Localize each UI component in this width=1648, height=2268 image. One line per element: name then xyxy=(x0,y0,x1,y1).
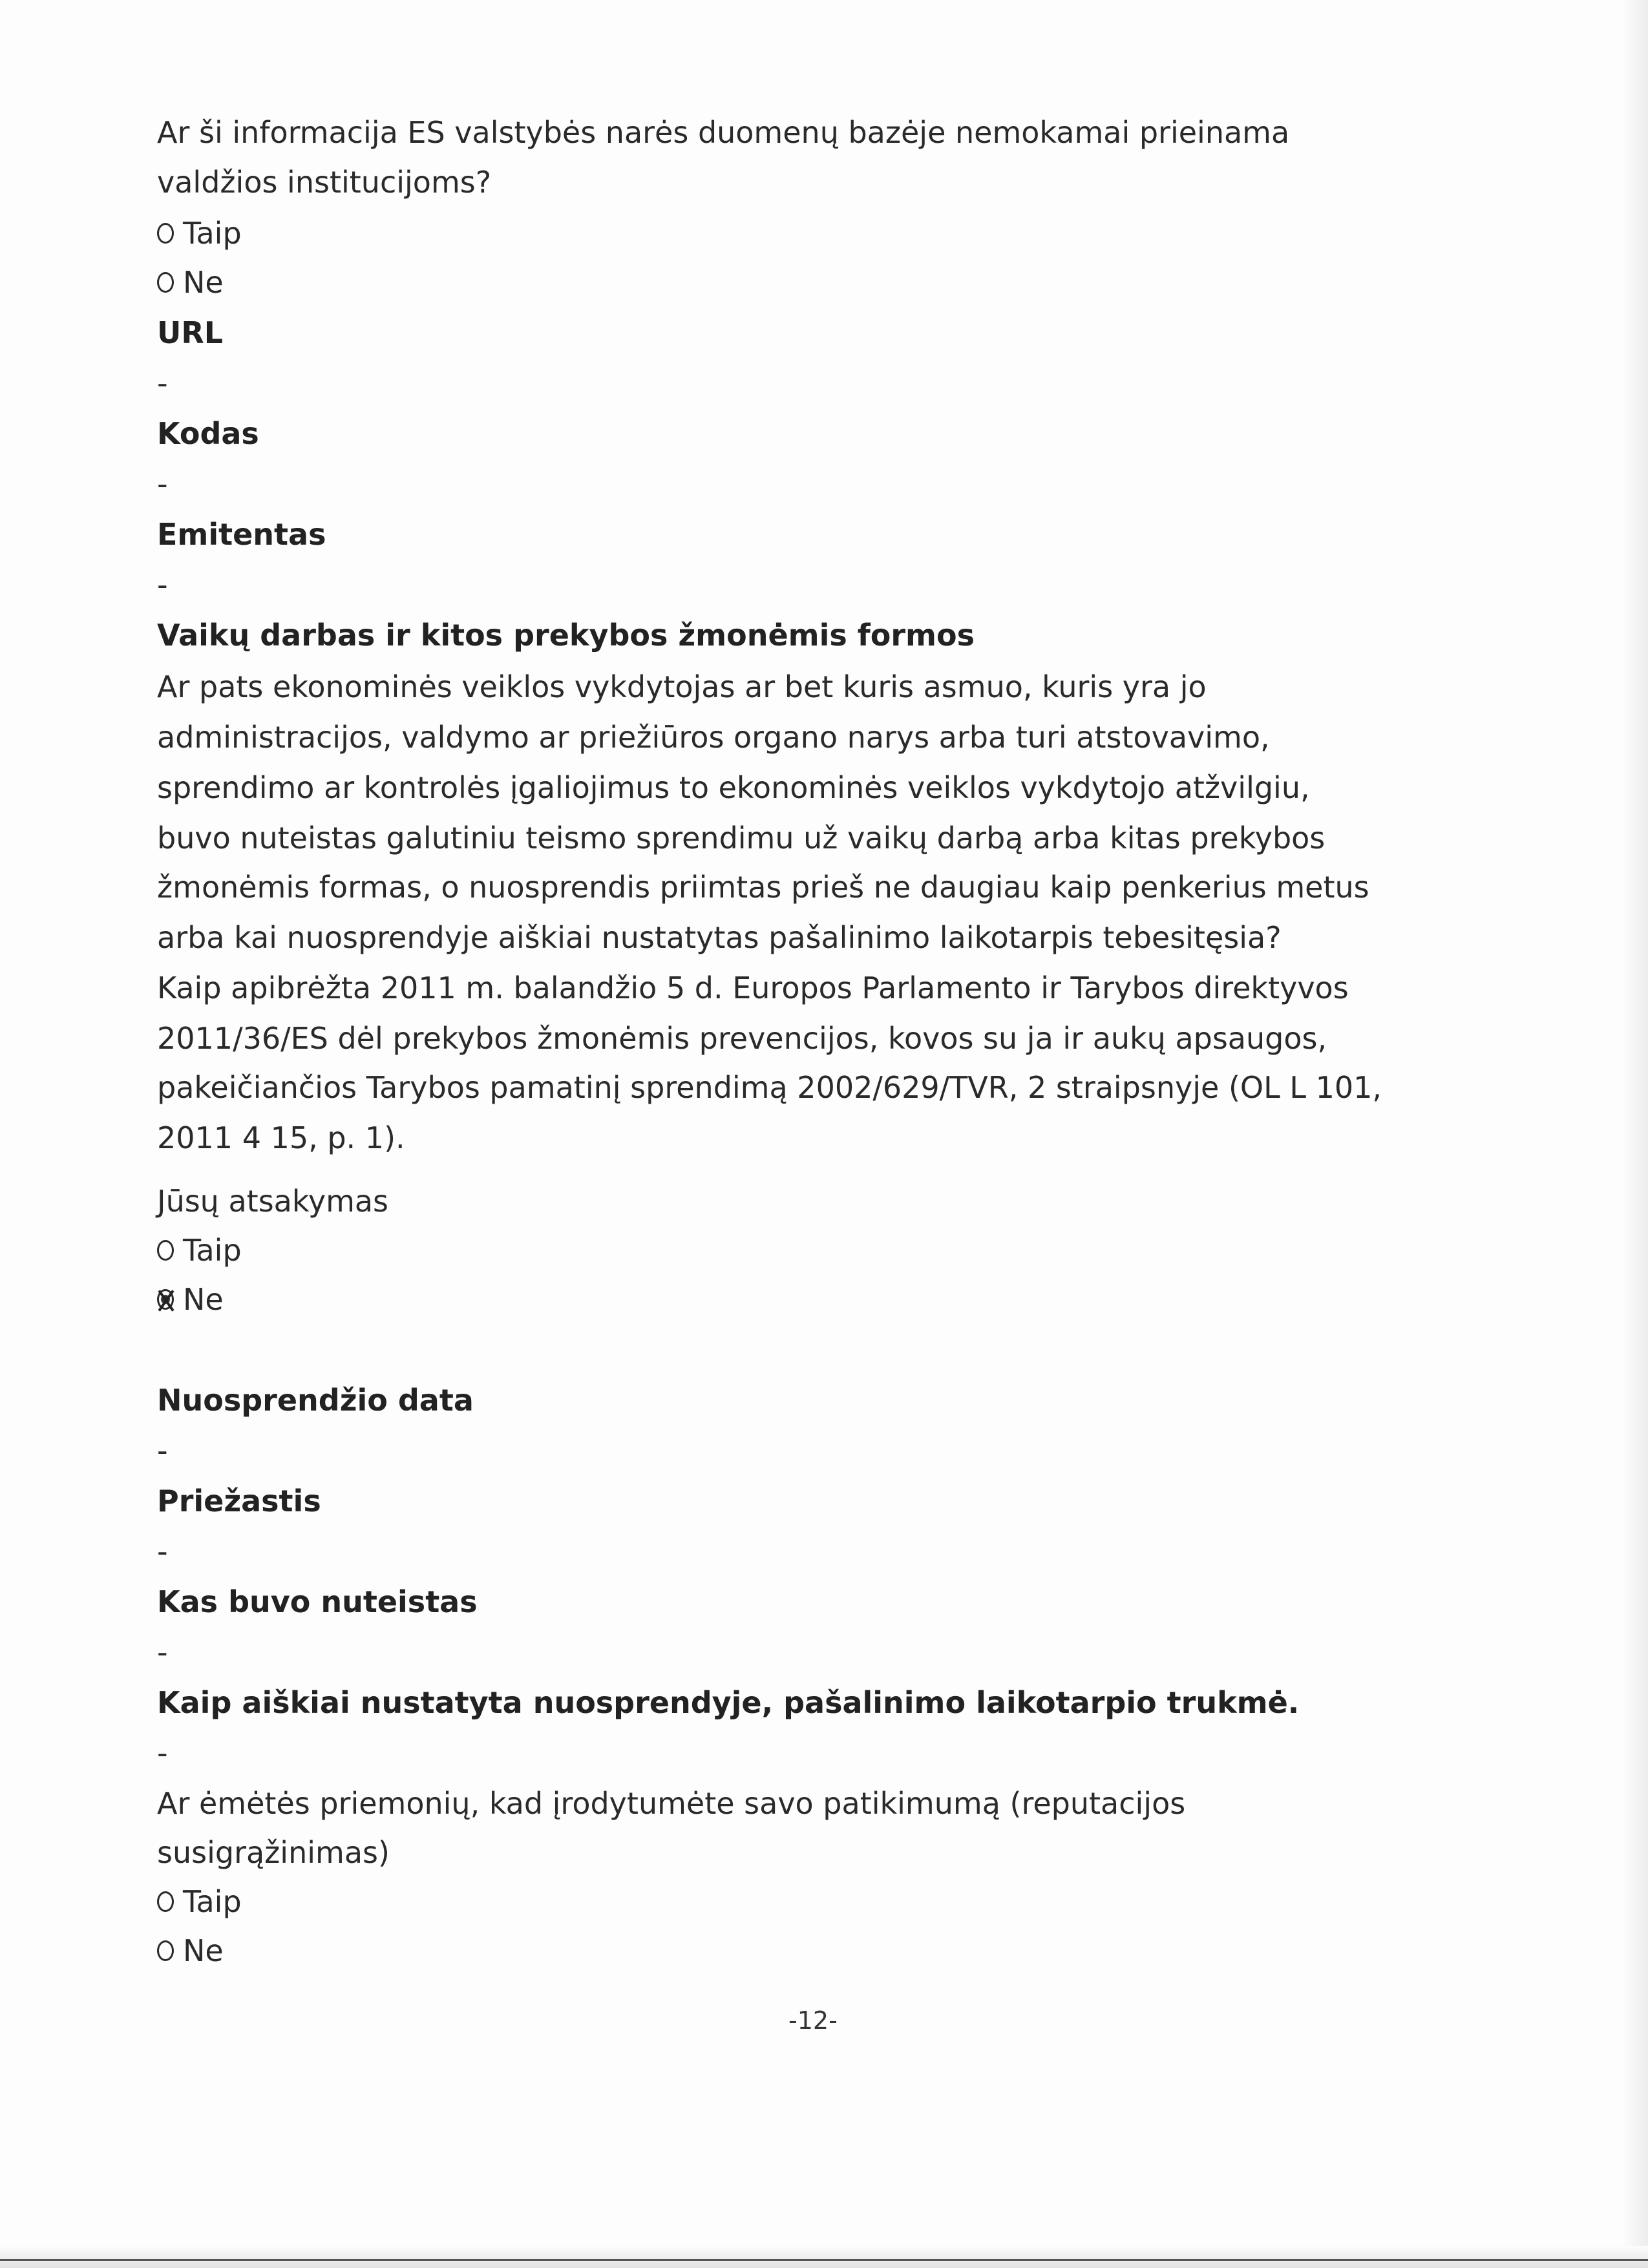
issuer-label: Emitentas xyxy=(157,517,326,552)
section-text-line: pakeičiančios Tarybos pamatinį sprendimą 2002/629/TVR, 2 straipsnyje (OL L 101, xyxy=(157,1070,1382,1105)
intro-question-line-2: valdžios institucijoms? xyxy=(157,165,492,200)
answer-option-yes[interactable] xyxy=(157,1233,242,1268)
self-cleaning-option-no[interactable] xyxy=(157,1933,224,1968)
self-cleaning-option-yes[interactable] xyxy=(157,1884,242,1919)
intro-question-line-1: Ar ši informacija ES valstybės narės duomenų bazėje nemokamai prieinama xyxy=(157,115,1290,150)
section-text-line: Kaip apibrėžta 2011 m. balandžio 5 d. Europos Parlamento ir Tarybos direktyvos xyxy=(157,971,1349,1005)
section-text-line: 2011 4 15, p. 1). xyxy=(157,1120,405,1155)
page-bottom-shadow xyxy=(0,2246,1648,2268)
section-text-line: Ar pats ekonominės veiklos vykdytojas ar bet kuris asmuo, kuris yra jo xyxy=(157,669,1207,704)
reason-label: Priežastis xyxy=(157,1484,321,1518)
radio-unchecked-icon xyxy=(157,1891,174,1912)
section-text-line: 2011/36/ES dėl prekybos žmonėmis prevencijos, kovos su ja ir aukų apsaugos, xyxy=(157,1021,1327,1056)
verdict-date-value: - xyxy=(157,1433,168,1468)
code-label: Kodas xyxy=(157,416,259,451)
exclusion-duration-value: - xyxy=(157,1736,168,1770)
radio-checked-icon xyxy=(157,1289,174,1310)
convicted-label: Kas buvo nuteistas xyxy=(157,1584,478,1619)
convicted-value: - xyxy=(157,1635,168,1670)
intro-option-no[interactable] xyxy=(157,265,224,300)
page-edge-shadow xyxy=(1622,0,1648,2268)
reason-value: - xyxy=(157,1534,168,1569)
self-cleaning-option-no-label: Ne xyxy=(183,1933,224,1968)
section-text-line: arba kai nuosprendyje aiškiai nustatytas pašalinimo laikotarpis tebesitęsia? xyxy=(157,920,1282,955)
radio-unchecked-icon xyxy=(157,1240,174,1261)
radio-unchecked-icon xyxy=(157,223,174,244)
page-bottom-border xyxy=(0,2259,1648,2261)
section-text-line: sprendimo ar kontrolės įgaliojimus to ekonominės veiklos vykdytojo atžvilgiu, xyxy=(157,770,1310,805)
intro-option-yes-label: Taip xyxy=(183,216,242,251)
self-cleaning-question-line-1: Ar ėmėtės priemonių, kad įrodytumėte savo patikimumą (reputacijos xyxy=(157,1786,1186,1821)
issuer-value: - xyxy=(157,567,168,602)
intro-option-yes[interactable] xyxy=(157,216,242,251)
url-label: URL xyxy=(157,315,224,350)
section-text-line: buvo nuteistas galutiniu teismo sprendimu už vaikų darbą arba kitas prekybos xyxy=(157,821,1326,856)
exclusion-duration-label: Kaip aiškiai nustatyta nuosprendyje, pašalinimo laikotarpio trukmė. xyxy=(157,1685,1300,1720)
url-value: - xyxy=(157,366,168,401)
page-number: -12- xyxy=(788,2006,838,2035)
radio-unchecked-icon xyxy=(157,1940,174,1961)
section-title: Vaikų darbas ir kitos prekybos žmonėmis formos xyxy=(157,618,975,653)
intro-option-no-label: Ne xyxy=(183,265,224,300)
self-cleaning-option-yes-label: Taip xyxy=(183,1884,242,1919)
code-value: - xyxy=(157,467,168,501)
answer-option-yes-label: Taip xyxy=(183,1233,242,1268)
answer-label: Jūsų atsakymas xyxy=(157,1184,389,1219)
verdict-date-label: Nuosprendžio data xyxy=(157,1383,474,1418)
section-text-line: administracijos, valdymo ar priežiūros organo narys arba turi atstovavimo, xyxy=(157,720,1270,755)
section-text-line: žmonėmis formas, o nuosprendis priimtas prieš ne daugiau kaip penkerius metus xyxy=(157,870,1369,905)
radio-unchecked-icon xyxy=(157,272,174,293)
answer-option-no-label: Ne xyxy=(183,1282,224,1317)
answer-option-no[interactable] xyxy=(157,1282,224,1317)
self-cleaning-question-line-2: susigrąžinimas) xyxy=(157,1835,390,1870)
